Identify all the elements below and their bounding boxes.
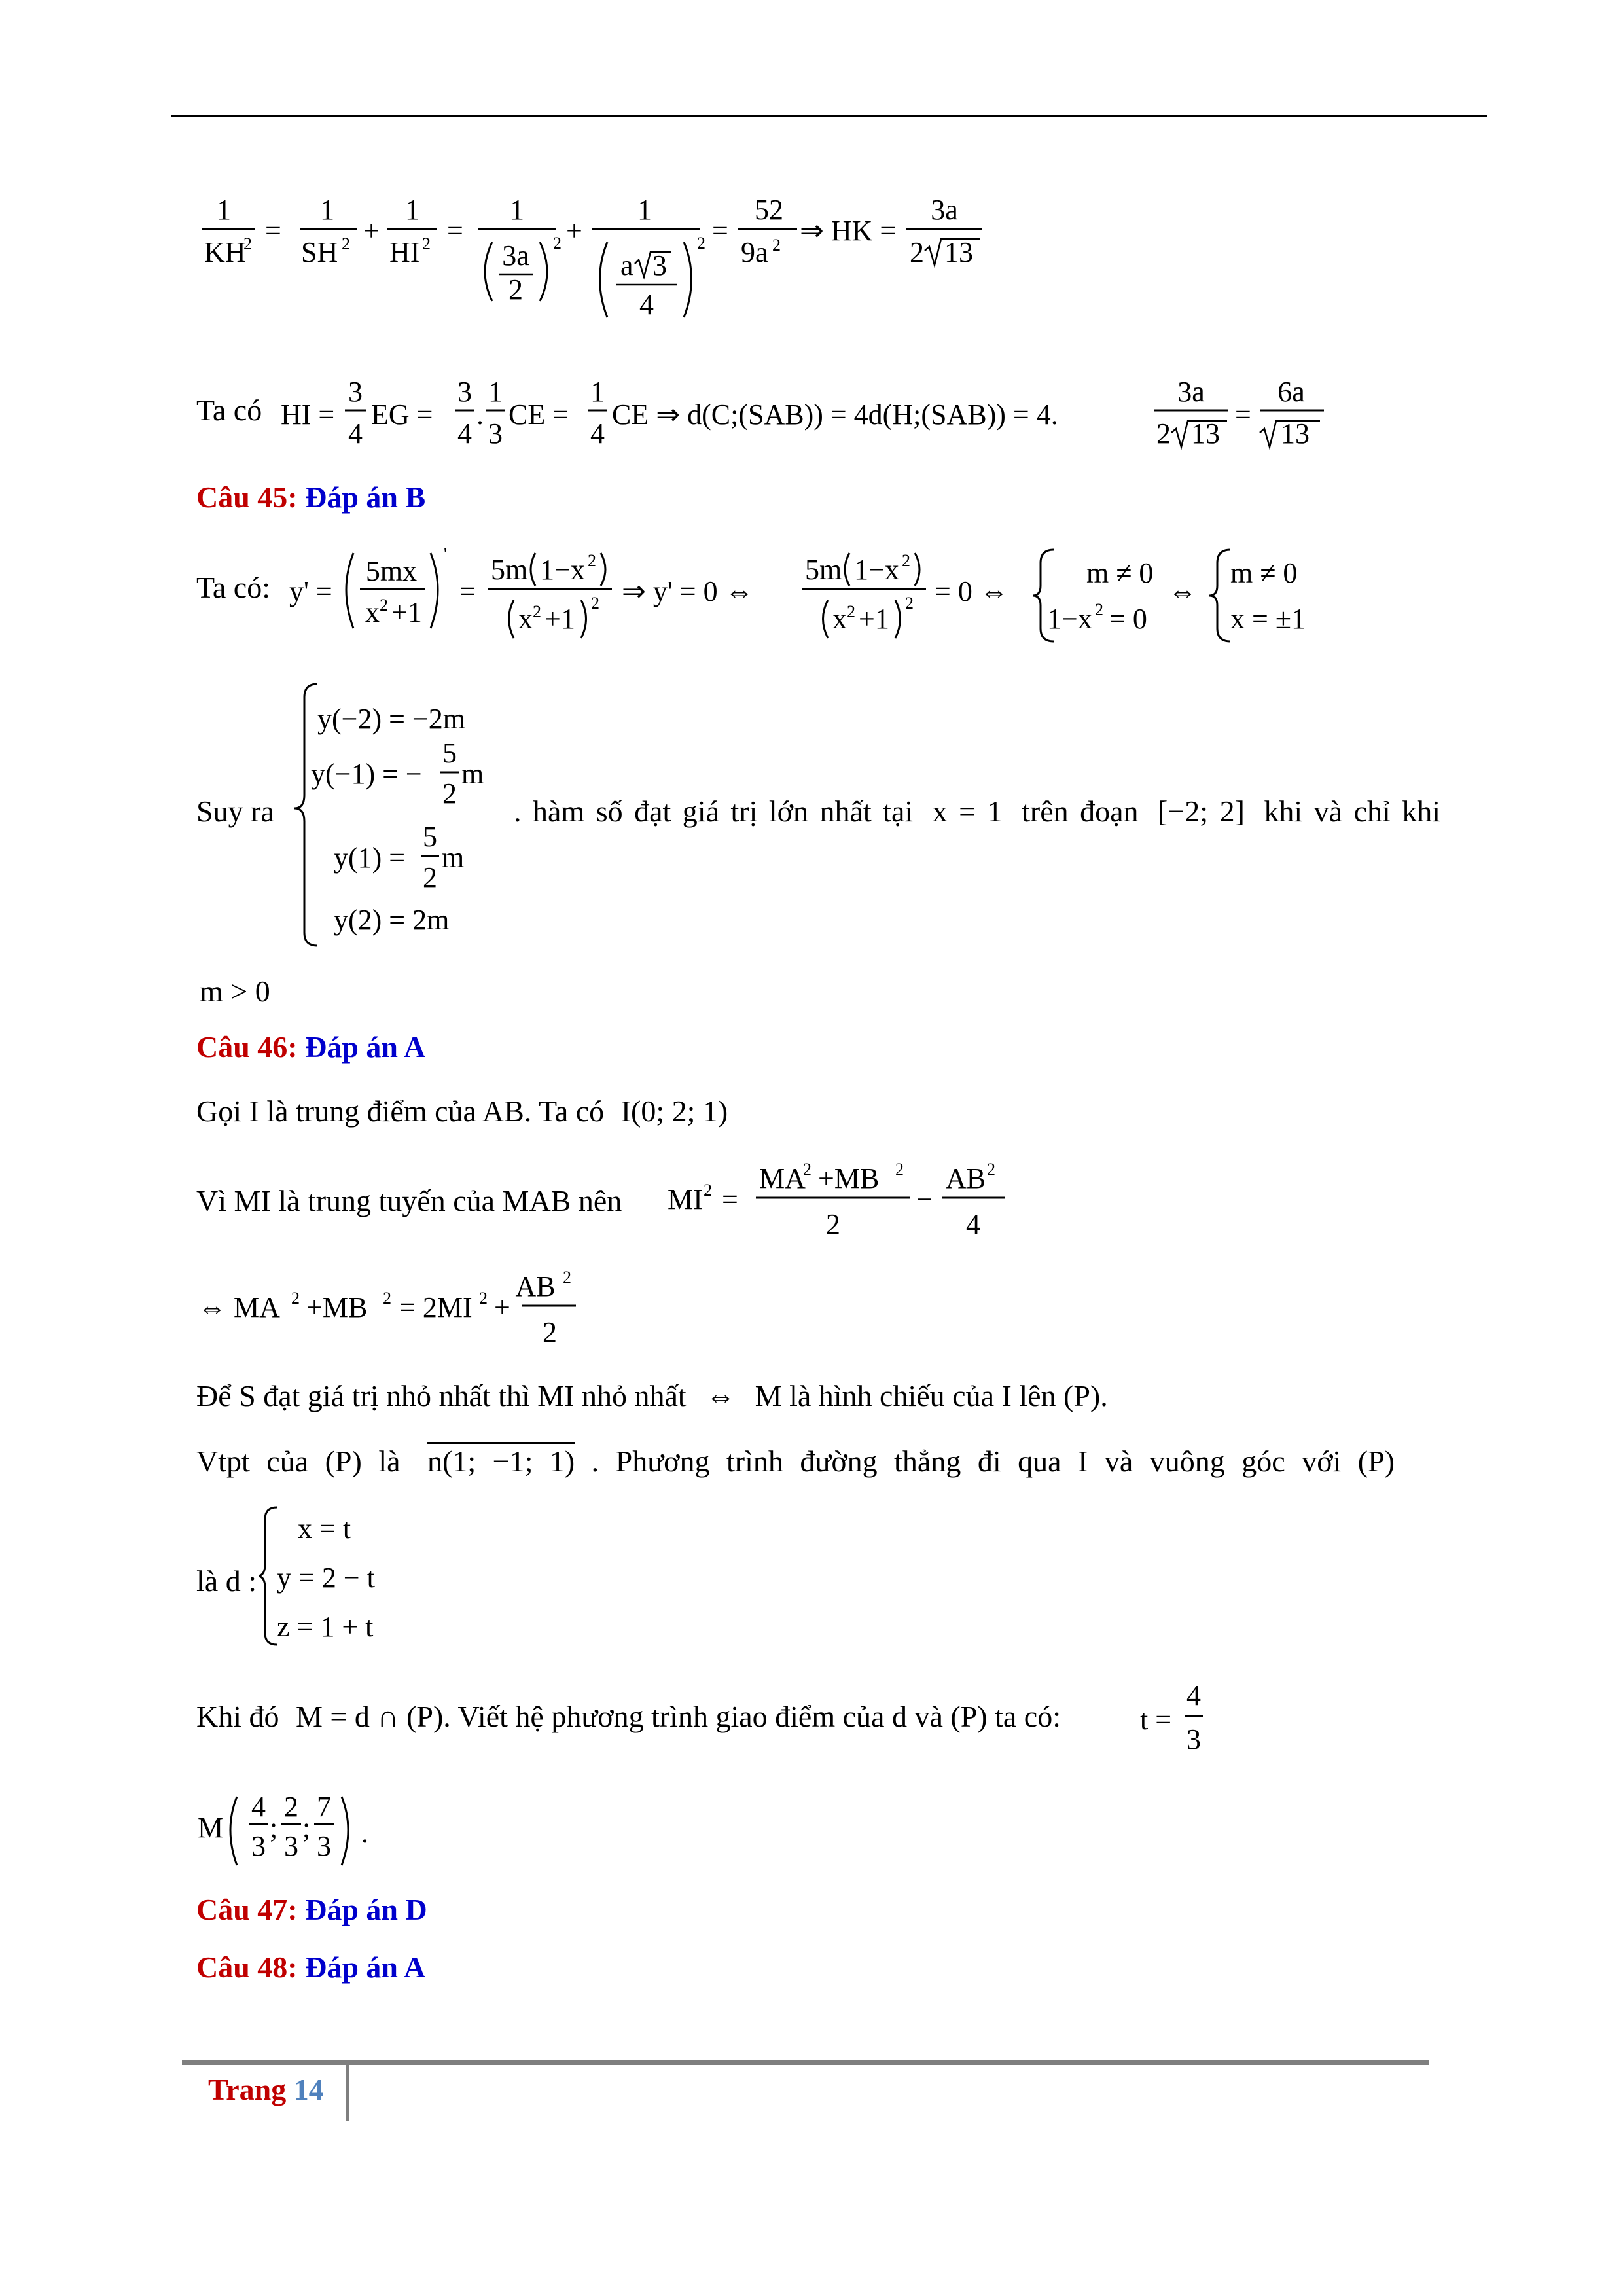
svg-text:MI: MI [668,1183,703,1215]
svg-text:3a: 3a [1177,376,1205,408]
svg-text:= 0: = 0 [1109,603,1147,635]
svg-text:1: 1 [488,376,503,408]
svg-text:4: 4 [590,418,605,450]
svg-text:2: 2 [442,778,457,810]
q46-line4b: . Phương trình đường thẳng đi qua I và vuông góc với (P) [591,1444,1395,1478]
svg-text:y = 2 − t: y = 2 − t [277,1562,375,1594]
q46-answer: Đáp án A [305,1030,426,1064]
svg-text:=: = [712,215,728,247]
svg-text:1: 1 [217,194,231,226]
svg-text:⇔ MA: ⇔ MA [198,1291,280,1323]
svg-text:+MB: +MB [818,1162,880,1194]
svg-text:2: 2 [803,1160,812,1179]
svg-text:z = 1 + t: z = 1 + t [277,1611,374,1643]
q46-line2-text: Vì MI là trung tuyến của MAB nên [196,1184,622,1217]
svg-text:6a: 6a [1277,376,1305,408]
svg-text:x: x [365,596,380,628]
svg-text:2: 2 [508,274,523,306]
svg-text:⇒ y' = 0 ⇔: ⇒ y' = 0 ⇔ [622,575,754,607]
svg-text:SH: SH [301,236,338,268]
svg-text:1: 1 [590,376,605,408]
m-definition: M = d ∩ (P) [296,1700,444,1733]
svg-text:+: + [566,215,582,247]
svg-text:3: 3 [251,1830,266,1862]
svg-text:;: ; [270,1812,278,1844]
q45-answer: Đáp án B [305,480,426,514]
q46-line3-text: Để S đạt giá trị nhỏ nhất thì MI nhỏ nhất [196,1379,687,1412]
q48-heading [196,1952,425,1982]
svg-text:5: 5 [442,737,457,769]
svg-text:3: 3 [317,1830,331,1862]
svg-text:5m: 5m [491,554,528,586]
svg-text:=: = [1235,399,1251,431]
svg-text:2: 2 [553,234,562,253]
svg-text:1: 1 [320,194,334,226]
svg-text:CE ⇒ d(C;(SAB)) = 4d(H;(SAB)): CE ⇒ d(C;(SAB)) = 4d(H;(SAB)) = 4. [612,399,1058,431]
svg-text:2: 2 [772,236,781,255]
svg-text:3: 3 [348,376,363,408]
q48-label: Câu 48: [196,1950,298,1984]
svg-text:EG =: EG = [371,399,433,431]
svg-text:= 2MI: = 2MI [399,1291,473,1323]
suy-ra-tail-2: trên đoạn [1022,795,1139,828]
svg-text:3: 3 [457,376,472,408]
svg-text:4: 4 [966,1208,980,1240]
svg-text:2: 2 [910,236,924,268]
svg-text:+1: +1 [544,603,575,635]
equation-values-system [291,677,514,952]
t-value [1139,1676,1217,1761]
svg-text:+: + [363,215,380,247]
svg-text:4: 4 [251,1791,266,1823]
svg-text:2: 2 [243,234,252,253]
svg-text:3a: 3a [931,194,958,226]
svg-text:2: 2 [591,594,599,613]
equation-median [664,1155,1031,1250]
svg-text:=: = [265,215,281,247]
footer-page-label: Trang [208,2073,287,2106]
svg-text:y(1) =: y(1) = [334,842,406,874]
svg-text:x = t: x = t [298,1513,351,1545]
svg-text:a: a [620,249,633,281]
q45-heading [196,482,425,512]
q46-line6b: . Viết hệ phương trình giao điểm của d và (P) ta có: [443,1700,1061,1733]
svg-text:2: 2 [905,594,914,613]
svg-text:3: 3 [284,1830,298,1862]
q46-line5: là d : [196,1564,257,1598]
q46-line3 [196,1381,1108,1411]
q46-line6a: Khi đó [196,1700,279,1733]
svg-text:13: 13 [1191,418,1220,450]
svg-text:m ≠ 0: m ≠ 0 [1230,557,1298,589]
svg-text:4: 4 [457,418,472,450]
svg-text:2: 2 [697,234,705,253]
svg-text:3: 3 [488,418,503,450]
q46-line6 [196,1702,1061,1732]
svg-text:2: 2 [291,1289,300,1308]
svg-text:+MB: +MB [306,1291,368,1323]
svg-text:+1: +1 [391,596,422,628]
svg-text:2: 2 [423,861,437,893]
svg-text:13: 13 [1281,418,1310,450]
line-d-system [259,1502,409,1653]
q48-answer: Đáp án A [305,1950,426,1984]
svg-text:2: 2 [563,1268,571,1287]
svg-text:1: 1 [637,194,652,226]
svg-text:⇒ HK =: ⇒ HK = [800,215,897,247]
svg-text:.: . [476,399,484,431]
svg-text:2: 2 [383,1289,391,1308]
equiv-symbol: ⇔ [705,1379,736,1412]
q46-line4a: Vtpt của (P) là [196,1444,401,1478]
interval: [−2; 2] [1158,795,1245,828]
svg-text:5mx: 5mx [365,555,418,587]
svg-text:CE =: CE = [508,399,569,431]
svg-text:9a: 9a [741,236,768,268]
footer-page [208,2075,324,2105]
svg-text:2: 2 [826,1208,840,1240]
q46-line4 [196,1446,1395,1477]
equation-sum-squares [196,1263,615,1358]
svg-text:2: 2 [1156,418,1171,450]
svg-text:2: 2 [533,602,541,621]
svg-text:1: 1 [405,194,419,226]
svg-text:2: 2 [543,1316,557,1348]
svg-text:4: 4 [1186,1679,1201,1712]
suy-ra-tail [514,797,1440,827]
svg-text:=: = [722,1183,738,1215]
svg-text:2: 2 [422,234,431,253]
svg-text:+1: +1 [859,603,889,635]
svg-text:m: m [461,758,484,790]
svg-text:1: 1 [510,194,524,226]
svg-text:AB: AB [946,1162,986,1194]
q47-label: Câu 47: [196,1893,298,1926]
svg-text:52: 52 [755,194,783,226]
svg-text:2: 2 [704,1181,712,1200]
svg-text:2: 2 [847,602,855,621]
svg-text:2: 2 [284,1791,298,1823]
svg-text:m ≠ 0: m ≠ 0 [1086,557,1154,589]
svg-text:t =: t = [1140,1704,1172,1736]
midpoint-i: I(0; 2; 1) [620,1094,728,1128]
svg-text:3: 3 [1186,1723,1201,1755]
svg-text:7: 7 [317,1791,331,1823]
svg-text:HI =: HI = [281,399,335,431]
svg-text:5: 5 [423,821,437,853]
equation-kh [196,187,1047,347]
q46-line3-tail: M là hình chiếu của I lên (P). [755,1379,1108,1412]
q47-heading [196,1895,427,1925]
suy-ra-label: Suy ra [196,795,274,828]
ta-co-colon: Ta có: [196,571,271,604]
svg-text:y(−2) = −2m: y(−2) = −2m [317,703,465,735]
svg-text:2: 2 [380,596,388,615]
svg-text:=: = [459,575,476,607]
svg-text:y(−1) = −: y(−1) = − [311,758,422,790]
normal-vector: n(1; −1; 1) [427,1444,575,1478]
svg-text:5m: 5m [805,554,842,586]
q45-label: Câu 45: [196,480,298,514]
svg-text:1−x: 1−x [540,554,585,586]
header-rule [171,115,1487,117]
x-eq-1: x = 1 [932,795,1003,828]
svg-text:HI: HI [389,236,420,268]
svg-text:=: = [447,215,463,247]
svg-text:y' =: y' = [289,575,332,607]
svg-text:AB: AB [515,1270,556,1302]
svg-text:2: 2 [588,551,596,570]
svg-text:2: 2 [342,234,350,253]
svg-text:4: 4 [348,418,363,450]
svg-text:m: m [442,842,465,874]
svg-text:;: ; [302,1812,311,1844]
svg-text:−: − [916,1183,933,1215]
svg-text:y(2) = 2m: y(2) = 2m [334,904,450,936]
svg-text:2: 2 [895,1160,904,1179]
svg-text:KH: KH [204,236,246,268]
ta-co-label: Ta có [196,393,262,427]
equation-derivative [288,533,1440,664]
svg-text:2: 2 [902,551,910,570]
q46-line1 [196,1096,728,1126]
svg-text:3a: 3a [502,240,529,272]
q46-label: Câu 46: [196,1030,298,1064]
svg-text:13: 13 [944,236,973,268]
q46-line1-text: Gọi I là trung điểm của AB. Ta có [196,1094,605,1128]
svg-text:MA: MA [759,1162,806,1194]
equation-hi [278,370,1325,461]
svg-text:1−x: 1−x [1047,603,1092,635]
m-positive: m > 0 [200,975,270,1008]
svg-text:.: . [361,1817,368,1849]
q47-answer: Đáp án D [305,1893,427,1926]
footer-rule [182,2060,1429,2065]
suy-ra-tail-3: khi và chỉ khi [1264,795,1441,828]
svg-text:+: + [494,1291,510,1323]
svg-text:1−x: 1−x [854,554,899,586]
svg-text:': ' [444,545,447,564]
svg-text:⇔: ⇔ [1168,575,1197,607]
footer-page-number: 14 [293,2073,324,2106]
svg-text:2: 2 [1095,600,1103,619]
svg-text:x: x [518,603,533,635]
q46-heading [196,1032,425,1062]
point-m [196,1784,393,1869]
footer-divider [346,2065,349,2121]
svg-text:4: 4 [639,289,654,321]
svg-text:x: x [832,603,847,635]
svg-text:x = ±1: x = ±1 [1230,603,1306,635]
svg-text:3: 3 [652,249,667,281]
svg-text:= 0 ⇔: = 0 ⇔ [935,575,1008,607]
svg-text:2: 2 [987,1160,995,1179]
svg-text:M: M [198,1812,224,1844]
suy-ra-tail-1: . hàm số đạt giá trị lớn nhất tại [514,795,914,828]
svg-text:2: 2 [479,1289,488,1308]
